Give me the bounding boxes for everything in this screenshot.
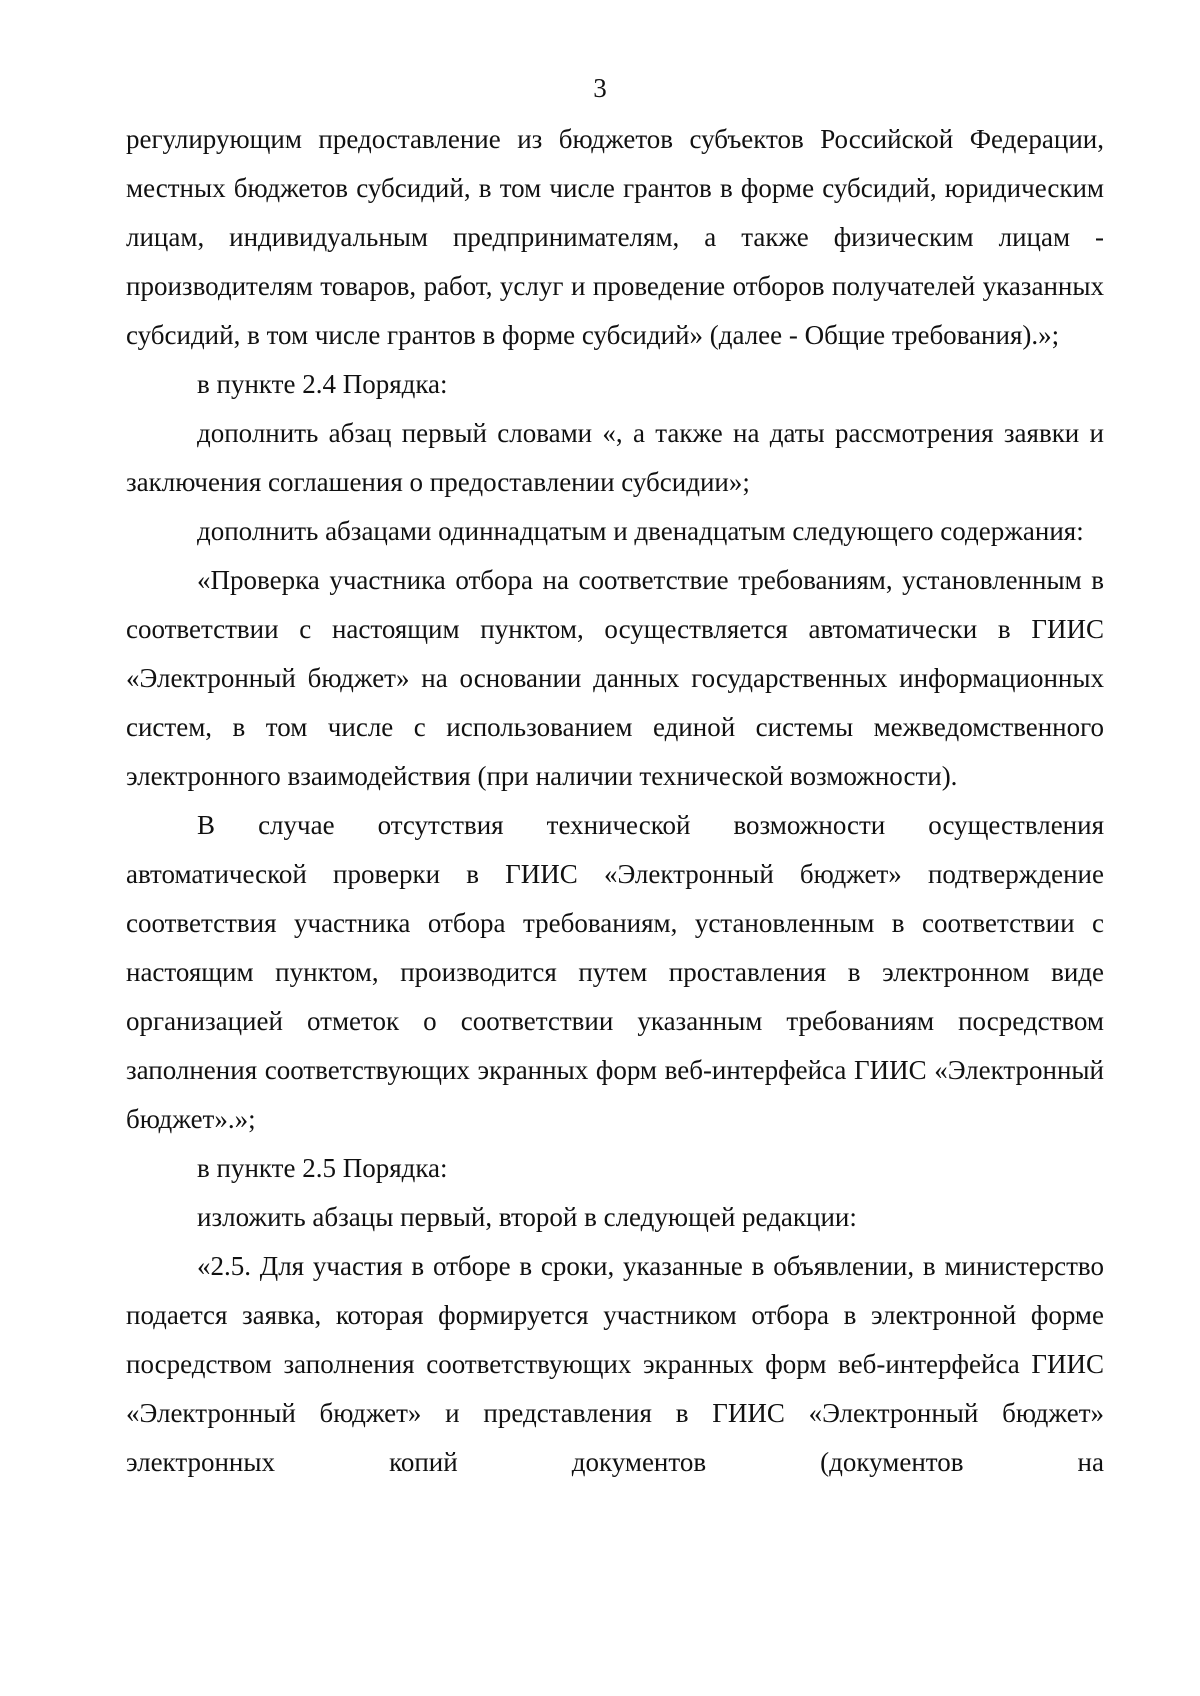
paragraph-9: «2.5. Для участия в отборе в сроки, указанные в объявлении, в министерство подается заявка, которая формируется участником отбора в электронной форме посредством заполнения соответствующих экранных форм веб-интерфейса ГИИС «Электронный бюджет» и представления в ГИИС «Электронный бюджет» электронных копий документов (документов на xyxy=(126,1251,1104,1477)
page-number: 3 xyxy=(593,73,607,103)
paragraph-1: регулирующим предоставление из бюджетов субъектов Российской Федерации, местных бюджетов субсидий, в том числе грантов в форме субсидий, юридическим лицам, индивидуальным предпринимателям, а также физическим лицам - производителям товаров, работ, услуг и проведение отборов получателей указанных субсидий, в том числе грантов в форме субсидий» (далее - Общие требования).»; xyxy=(126,124,1104,350)
paragraph-4: дополнить абзацами одиннадцатым и двенадцатым следующего содержания: xyxy=(197,516,1084,546)
paragraph-5: «Проверка участника отбора на соответствие требованиям, установленным в соответствии с настоящим пунктом, осуществляется автоматически в ГИИС «Электронный бюджет» на основании данных государственных информационных систем, в том числе с использованием единой системы межведомственного электронного взаимодействия (при наличии технической возможности). xyxy=(126,565,1104,791)
document-body xyxy=(126,115,1104,1487)
paragraph-6: В случае отсутствия технической возможности осуществления автоматической проверки в ГИИС «Электронный бюджет» подтверждение соответствия участника отбора требованиям, установленным в соответствии с настоящим пунктом, производится путем проставления в электронном виде организацией отметок о соответствии указанным требованиям посредством заполнения соответствующих экранных форм веб-интерфейса ГИИС «Электронный бюджет».»; xyxy=(126,810,1104,1134)
paragraph-7: в пункте 2.5 Порядка: xyxy=(197,1153,448,1183)
paragraph-8: изложить абзацы первый, второй в следующей редакции: xyxy=(197,1202,857,1232)
paragraph-3: дополнить абзац первый словами «, а также на даты рассмотрения заявки и заключения соглашения о предоставлении субсидии»; xyxy=(126,418,1104,497)
paragraph-2: в пункте 2.4 Порядка: xyxy=(197,369,448,399)
